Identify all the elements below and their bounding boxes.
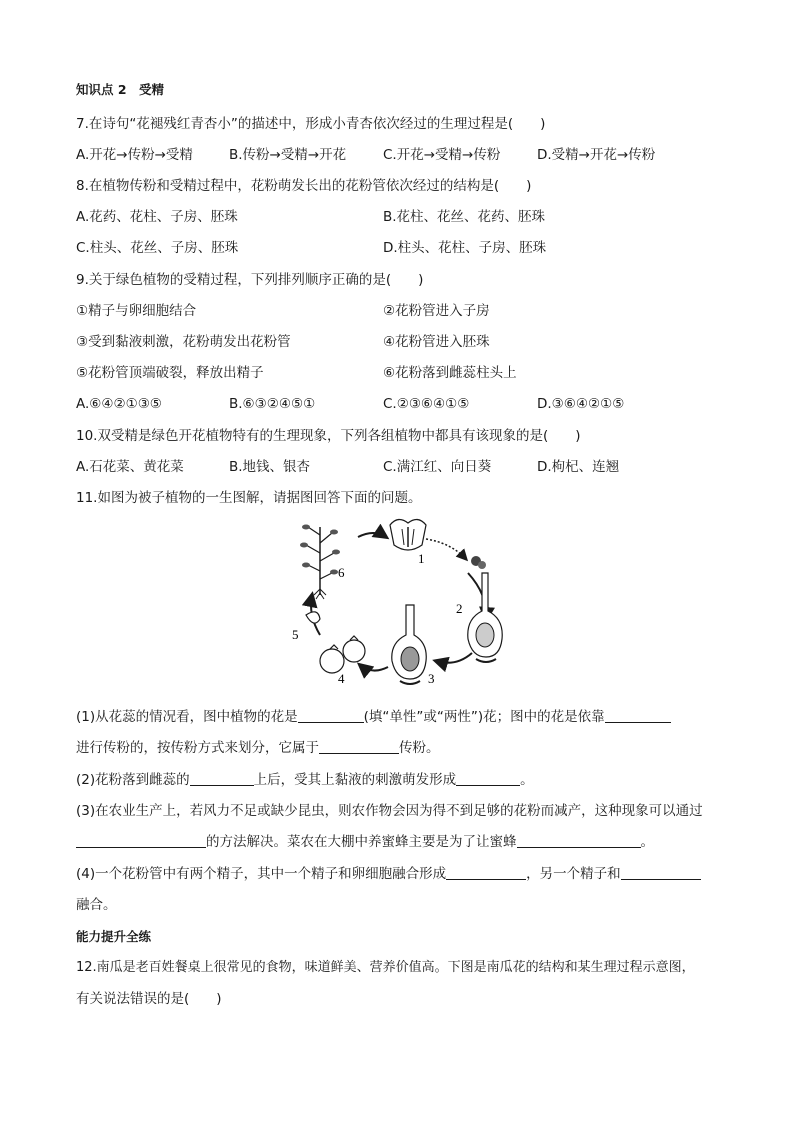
pistil-drawing-2 xyxy=(468,573,502,662)
q9-item-1: ①精子与卵细胞结合 xyxy=(76,303,197,319)
q10-option-d: D.枸杞、连翘 xyxy=(537,459,620,475)
figure-label-3: 3 xyxy=(428,671,435,686)
q11-part1-text-c: 进行传粉的，按传粉方式来划分，它属于 xyxy=(76,740,319,756)
q8-option-d: D.柱头、花柱、子房、胚珠 xyxy=(383,240,547,256)
q11-part4-text-a: (4)一个花粉管中有两个精子，其中一个精子和卵细胞融合形成 xyxy=(76,866,447,882)
q11-part2-text-a: (2)花粉落到雌蕊的 xyxy=(76,772,190,788)
q11-part1-text-b: (填“单性”或“两性”)花；图中的花是依靠 xyxy=(363,709,605,725)
seed-drawing xyxy=(306,612,320,623)
q8-option-c: C.柱头、花丝、子房、胚珠 xyxy=(76,240,239,256)
q8-option-b: B.花柱、花丝、花药、胚珠 xyxy=(383,209,546,225)
q9-option-d: D.③⑥④②①⑤ xyxy=(537,396,625,412)
q11-part3-text-c: 。 xyxy=(640,834,654,850)
q9-item-2: ②花粉管进入子房 xyxy=(383,303,490,319)
fruit-drawing xyxy=(320,636,365,673)
q11-part4-blank-1[interactable] xyxy=(446,865,526,880)
q9-option-c: C.②③⑥④①⑤ xyxy=(383,396,470,412)
q10-stem: 10.双受精是绿色开花植物特有的生理现象，下列各组植物中都具有该现象的是( ) xyxy=(76,428,581,444)
arrow-3-to-4 xyxy=(360,665,388,671)
q9-item-3: ③受到黏液刺激，花粉萌发出花粉管 xyxy=(76,334,291,350)
flower-drawing xyxy=(390,519,426,550)
q11-part1-text-d: 传粉。 xyxy=(399,740,440,756)
q11-part3-text-b: 的方法解决。菜农在大棚中养蜜蜂主要是为了让蜜蜂 xyxy=(206,834,517,850)
q11-part4-line2: 融合。 xyxy=(76,897,117,913)
figure-label-4: 4 xyxy=(338,671,345,686)
q9-item-5: ⑤花粉管顶端破裂，释放出精子 xyxy=(76,365,264,381)
q7-stem: 7.在诗句“花褪残红青杏小”的描述中，形成小青杏依次经过的生理过程是( ) xyxy=(76,116,546,132)
life-cycle-diagram xyxy=(286,515,506,695)
q11-part4-blank-2[interactable] xyxy=(621,865,701,880)
q11-part3-line2 xyxy=(76,833,654,851)
q11-part1-line2 xyxy=(76,739,440,757)
q11-part4-line1 xyxy=(76,865,701,883)
q11-part1-blank-1[interactable] xyxy=(298,708,364,723)
pistil-drawing-3 xyxy=(392,605,426,684)
q10-option-c: C.满江红、向日葵 xyxy=(383,459,492,475)
q8-stem: 8.在植物传粉和受精过程中，花粉萌发长出的花粉管依次经过的结构是( ) xyxy=(76,178,532,194)
angiosperm-life-cycle-figure xyxy=(286,515,506,695)
q11-part2-blank-1[interactable] xyxy=(190,771,254,786)
figure-label-5: 5 xyxy=(292,627,299,642)
q7-option-c: C.开花→受精→传粉 xyxy=(383,147,501,163)
q9-stem: 9.关于绿色植物的受精过程，下列排列顺序正确的是( ) xyxy=(76,272,424,288)
arrow-6-to-1 xyxy=(358,533,386,537)
q11-part1-blank-2[interactable] xyxy=(605,708,671,723)
arrow-1-to-pollen xyxy=(426,539,466,559)
q11-part1-text-a: (1)从花蕊的情况看，图中植物的花是 xyxy=(76,709,298,725)
section-title-fertilization: 知识点 2 受精 xyxy=(76,82,165,97)
q7-option-b: B.传粉→受精→开花 xyxy=(229,147,347,163)
q12-stem-line1: 12.南瓜是老百姓餐桌上很常见的食物，味道鲜美、营养价值高。下图是南瓜花的结构和某生理过程示意图， xyxy=(76,960,695,975)
section-title-ability: 能力提升全练 xyxy=(76,929,152,944)
q7-option-d: D.受精→开花→传粉 xyxy=(537,147,656,163)
q10-option-a: A.石花菜、黄花菜 xyxy=(76,459,184,475)
q11-part3-blank-1[interactable] xyxy=(76,833,206,848)
figure-label-1: 1 xyxy=(418,551,425,566)
q9-option-b: B.⑥③②④⑤① xyxy=(229,396,316,412)
arrow-2-to-3 xyxy=(436,653,472,663)
q9-item-4: ④花粉管进入胚珠 xyxy=(383,334,490,350)
q7-option-a: A.开花→传粉→受精 xyxy=(76,147,193,163)
q11-part2 xyxy=(76,771,534,789)
q11-part4-text-b: ，另一个精子和 xyxy=(526,866,621,882)
q11-part2-blank-2[interactable] xyxy=(456,771,520,786)
figure-label-2: 2 xyxy=(456,601,463,616)
q11-stem: 11.如图为被子植物的一生图解，请据图回答下面的问题。 xyxy=(76,490,422,506)
q11-part2-text-b: 上后，受其上黏液的刺激萌发形成 xyxy=(253,772,457,788)
pollen-drawing xyxy=(471,556,486,569)
figure-label-6: 6 xyxy=(338,565,345,580)
q9-option-a: A.⑥④②①③⑤ xyxy=(76,396,162,412)
q11-part1-blank-3[interactable] xyxy=(319,739,399,754)
q11-part3-blank-2[interactable] xyxy=(517,833,641,848)
q11-part1-line1 xyxy=(76,708,671,726)
q11-part2-text-c: 。 xyxy=(520,772,534,788)
q11-part3-line1: (3)在农业生产上，若风力不足或缺少昆虫，则农作物会因为得不到足够的花粉而减产，这种现象可以通过 xyxy=(76,803,703,819)
q8-option-a: A.花药、花柱、子房、胚珠 xyxy=(76,209,238,225)
mature-plant-drawing xyxy=(300,525,340,600)
q12-stem-line2: 有关说法错误的是( ) xyxy=(76,991,222,1007)
q9-item-6: ⑥花粉落到雌蕊柱头上 xyxy=(383,365,517,381)
q10-option-b: B.地钱、银杏 xyxy=(229,459,311,475)
